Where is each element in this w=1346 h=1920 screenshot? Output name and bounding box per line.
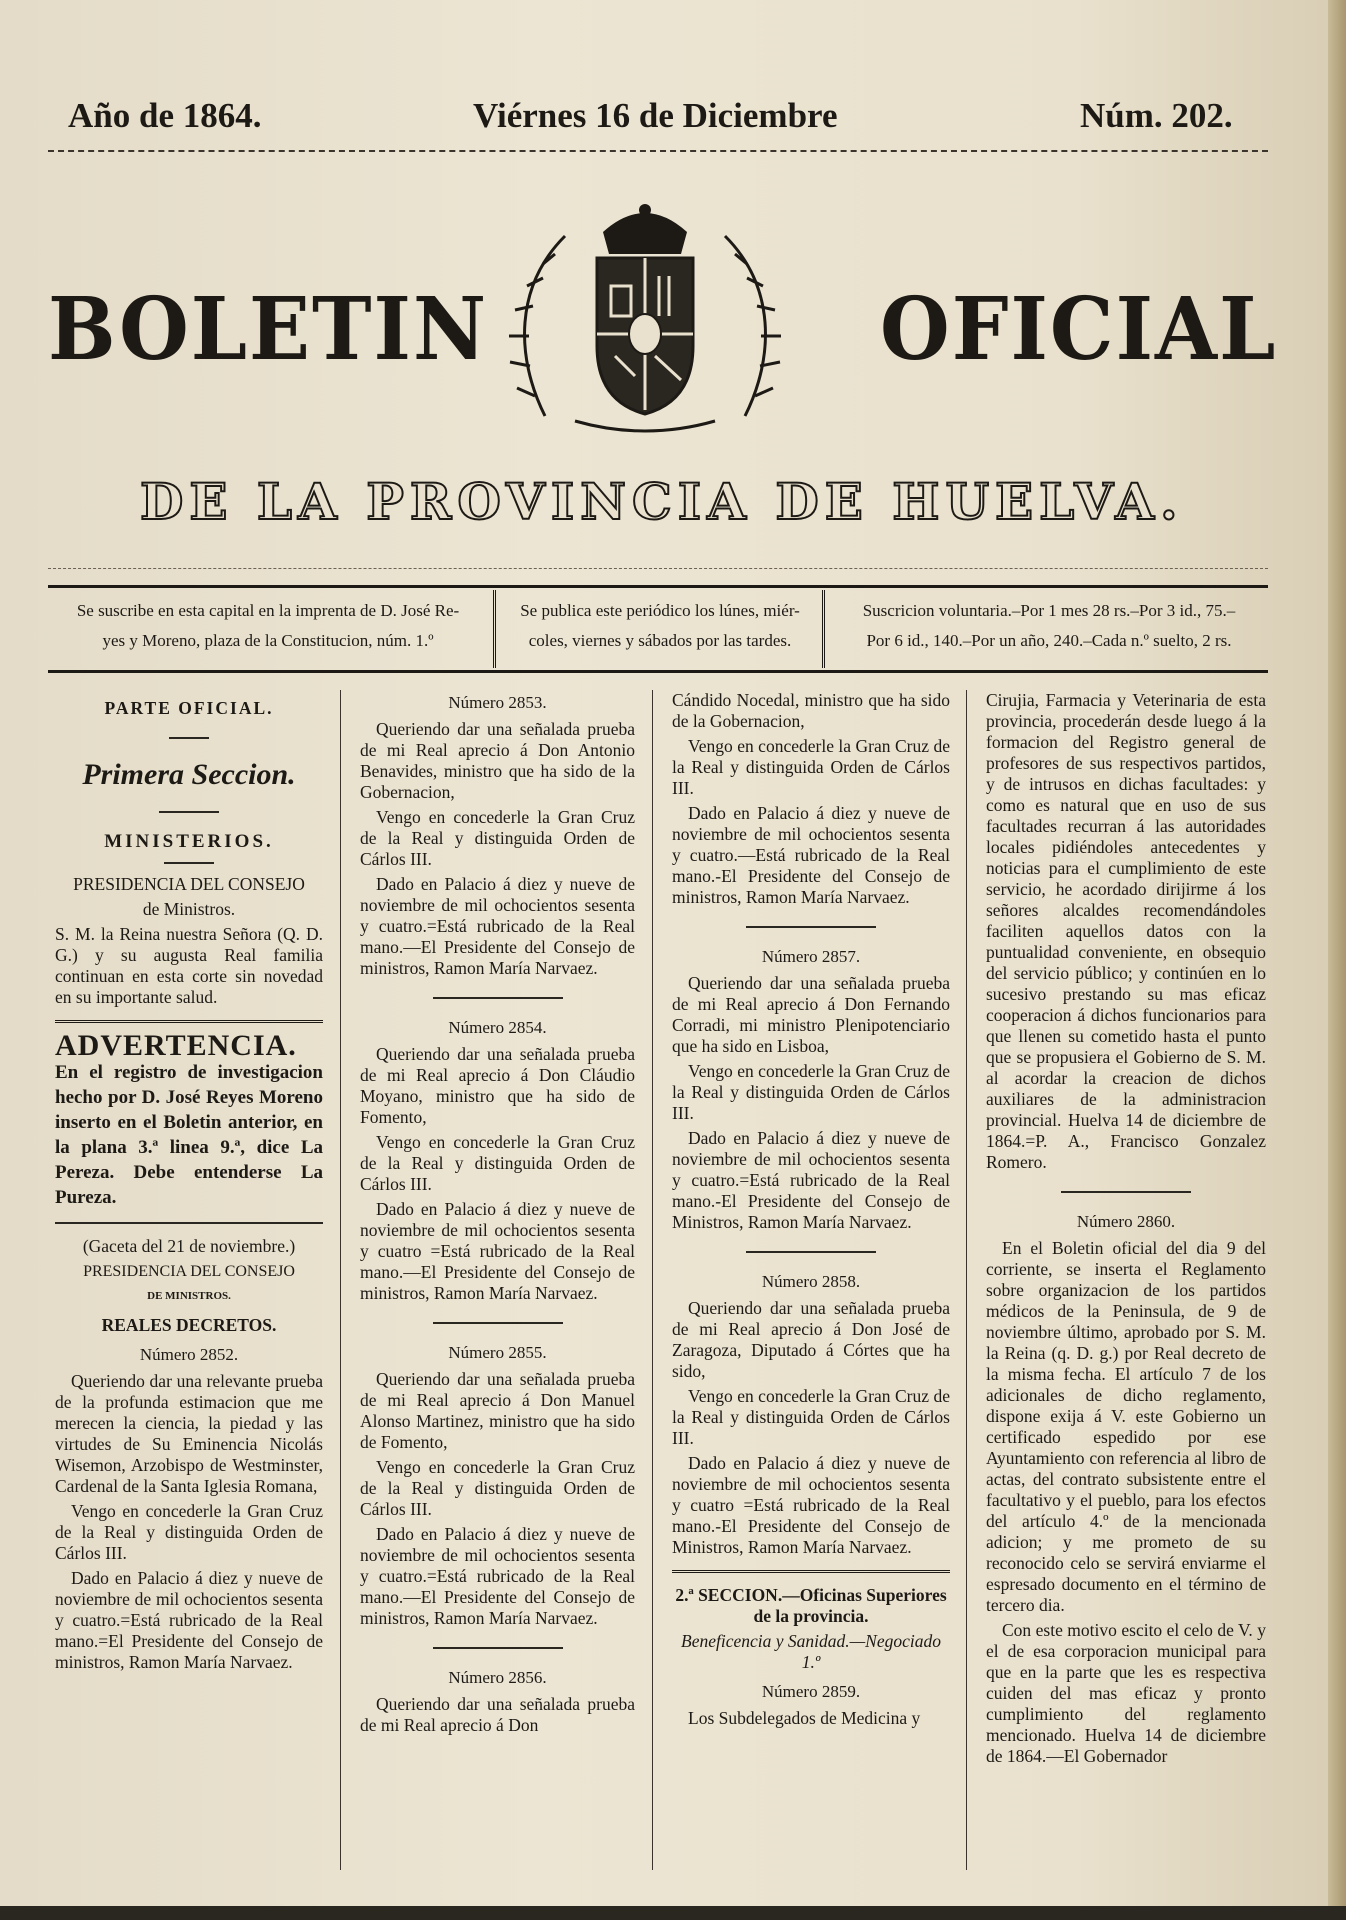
column-rule: [652, 690, 653, 1870]
decree-number: Número 2860.: [1076, 1212, 1176, 1231]
ornament-rule: [1061, 1191, 1191, 1193]
de-ministros-subheading-2: DE MINISTROS.: [147, 1290, 231, 1302]
decree-number: Número 2855.: [448, 1343, 547, 1362]
decree-text: Queriendo dar una señalada prueba de mi Real aprecio á Don José de Zaragoza, Diputado á Córtes que ha sido,: [672, 1298, 950, 1381]
negociado-heading: Beneficencia y Sanidad.—Negociado 1.º: [681, 1631, 941, 1672]
decree-text: Queriendo dar una relevante prueba de la profunda estimacion que me merecen la ciencia, la piedad y las virtudes de Su Eminencia Nicolás Wisemon, Arzobispo de Westminster, Cardenal de la Santa Iglesia Romana,: [55, 1371, 323, 1496]
decree-text: Vengo en concederle la Gran Cruz de la Real y distinguida Orden de Cárlos III.: [55, 1501, 323, 1563]
decree-number: Número 2853.: [448, 693, 547, 712]
ornament-rule: [746, 926, 876, 928]
decree-text: Dado en Palacio á diez y nueve de noviembre de mil ochocientos sesenta y cuatro.=Está rubricado de la Real mano.=El Presidente del Consejo de ministros, Ramon María Narvaez.: [55, 1568, 323, 1672]
de-ministros-subheading: de Ministros.: [142, 899, 236, 919]
column-rule: [966, 690, 967, 1870]
rule: [55, 1222, 323, 1224]
decree-text: Vengo en concederle la Gran Cruz de la Real y distinguida Orden de Cárlos III.: [360, 1457, 635, 1519]
info-b-line1: Se publica este periódico los lúnes, miér-: [520, 601, 800, 620]
ornament-rule: [433, 1647, 563, 1649]
gaceta-reference: (Gaceta del 21 de noviembre.): [82, 1236, 296, 1256]
page-bottom-edge: [0, 1906, 1346, 1920]
decree-text: Queriendo dar una señalada prueba de mi Real aprecio á Don: [360, 1694, 635, 1735]
column-3: [672, 690, 950, 1733]
decree-text: Dado en Palacio á diez y nueve de noviembre de mil ochocientos sesenta y cuatro =Está rubricado de la Real mano.—El Presidente del Consejo de ministros, Ramon María Narvaez.: [360, 1199, 635, 1303]
decree-number: Número 2856.: [448, 1668, 547, 1687]
parte-oficial-heading: PARTE OFICIAL.: [104, 698, 274, 718]
double-rule: [55, 1020, 323, 1023]
decree-text: Vengo en concederle la Gran Cruz de la Real y distinguida Orden de Cárlos III.: [360, 807, 635, 869]
decree-number: Número 2857.: [761, 947, 861, 966]
masthead-subtitle: DE LA PROVINCIA DE HUELVA.: [140, 472, 1184, 531]
ministerios-heading: MINISTERIOS.: [104, 831, 274, 852]
reales-decretos-heading: REALES DECRETOS.: [101, 1315, 277, 1335]
decree-text: Cándido Nocedal, ministro que ha sido de la Gobernacion,: [672, 690, 950, 731]
decree-text: Vengo en concederle la Gran Cruz de la Real y distinguida Orden de Cárlos III.: [672, 1386, 950, 1448]
info-subscription-place: [48, 596, 488, 656]
decree-text: Dado en Palacio á diez y nueve de noviembre de mil ochocientos sesenta y cuatro.=Está rubricado de la Real mano.-El Presidente del Consejo de Ministros, Ramon María Narvaez.: [672, 1128, 950, 1232]
decree-number: Número 2852.: [139, 1345, 239, 1364]
ornament-rule: [164, 862, 214, 864]
ornament-rule: [746, 1251, 876, 1253]
column-4: [986, 690, 1266, 1771]
info-a-line1: Se suscribe en esta capital en la imprenta de D. José Re-: [76, 601, 460, 620]
notice-text: Con este motivo escito el celo de V. y el de esa corporacion municipal para que en la parte que les es respectiva cuiden del mas eficaz y pronto cumplimiento del reglamento mencionado. Huelva 14 de diciembre de 1864.—El Gobernador: [986, 1620, 1266, 1766]
info-divider: [822, 590, 829, 668]
presidencia-heading-2: PRESIDENCIA DEL CONSEJO: [83, 1263, 295, 1280]
dateline-number: Núm. 202.: [1080, 96, 1233, 135]
decree-text: Dado en Palacio á diez y nueve de noviembre de mil ochocientos sesenta y cuatro.=Está rubricado de la Real mano.—El Presidente del Consejo de ministros, Ramon María Narvaez.: [360, 1524, 635, 1628]
decree-text: Dado en Palacio á diez y nueve de noviembre de mil ochocientos sesenta y cuatro.—Está rubricado de la Real mano.-El Presidente del Consejo de ministros, Ramon María Narvaez.: [672, 803, 950, 907]
section-2-heading: 2.ª SECCION.—Oficinas Superiores de la provincia.: [675, 1585, 947, 1626]
royal-health-notice: S. M. la Reina nuestra Señora (Q. D. G.) y su augusta Real familia continuan en esta corte sin novedad en su importante salud.: [55, 924, 323, 1007]
info-c-line2: Por 6 id., 140.–Por un año, 240.–Cada n.º suelto, 2 rs.: [866, 631, 1232, 650]
column-1: [55, 690, 323, 1677]
info-c-line1: Suscricion voluntaria.–Por 1 mes 28 rs.–Por 3 id., 75.–: [862, 601, 1236, 620]
notice-text: Los Subdelegados de Medicina y: [688, 1708, 921, 1728]
presidencia-heading: PRESIDENCIA DEL CONSEJO: [73, 874, 305, 894]
decree-text: Queriendo dar una señalada prueba de mi Real aprecio á Don Antonio Benavides, ministro que ha sido de la Gobernacion,: [360, 719, 635, 802]
decree-text: Dado en Palacio á diez y nueve de noviembre de mil ochocientos sesenta y cuatro.=Está rubricado de la Real mano.—El Presidente del Consejo de ministros, Ramon María Narvaez.: [360, 874, 635, 978]
masthead-title-left: BOLETIN: [48, 278, 489, 380]
decree-text: Vengo en concederle la Gran Cruz de la Real y distinguida Orden de Cárlos III.: [360, 1132, 635, 1194]
ornament-rule: [159, 811, 219, 813]
decree-text: Queriendo dar una señalada prueba de mi Real aprecio á Don Manuel Alonso Martinez, ministro que ha sido de Fomento,: [360, 1369, 635, 1452]
decree-text: Queriendo dar una señalada prueba de mi Real aprecio á Don Cláudio Moyano, ministro que ha sido de Fomento,: [360, 1044, 635, 1127]
decree-number: Número 2859.: [761, 1682, 861, 1701]
decree-number: Número 2854.: [448, 1018, 547, 1037]
dateline: [68, 96, 1268, 140]
notice-text: En el Boletin oficial del dia 9 del corriente, se inserta el Reglamento sobre organizacion de los partidos médicos de la Peninsula, de 9 de noviembre último, aprobado por S. M. la Reina (q. D. g.) por Real decreto de la misma fecha. El artículo 7 de los adicionales de dicho reglamento, dispone exija á V. este Gobierno un certificado espedido por ese Ayuntamiento con referencia al libro de actas, del contrato subsistente entre el facultativo y el pueblo, para los efectos del artículo 4.º de la mencionada adicion; y me prometo de su reconocido celo se servirá enviarme el espresado documento en el término de tercero dia.: [986, 1238, 1266, 1615]
info-bottom-rule: [48, 670, 1268, 673]
advertencia-heading: ADVERTENCIA.: [55, 1029, 297, 1062]
column-rule: [340, 690, 341, 1870]
info-prices: [830, 596, 1268, 656]
info-top-rule: [48, 585, 1268, 588]
dateline-date: Viérnes 16 de Diciembre: [473, 96, 838, 135]
ornament-rule: [433, 1322, 563, 1324]
royal-coat-of-arms-icon: [505, 196, 785, 436]
dateline-year: Año de 1864.: [68, 96, 262, 135]
decree-text: Vengo en concederle la Gran Cruz de la Real y distinguida Orden de Cárlos III.: [672, 736, 950, 798]
dateline-rule: [48, 150, 1268, 152]
decree-text: Queriendo dar una señalada prueba de mi Real aprecio á Don Fernando Corradi, mi ministro Plenipotenciario que ha sido en Lisboa,: [672, 973, 950, 1056]
decree-text: Vengo en concederle la Gran Cruz de la Real y distinguida Orden de Cárlos III.: [672, 1061, 950, 1123]
double-rule: [672, 1570, 950, 1573]
info-b-line2: coles, viernes y sábados por las tardes.: [528, 631, 792, 650]
ornament-rule: [433, 997, 563, 999]
advertencia-text: En el registro de investigacion hecho por D. José Reyes Moreno inserto en el Boletin anterior, en la plana 3.ª linea 9.ª, dice La Pereza. Debe entenderse La Pureza.: [55, 1062, 323, 1208]
masthead-title-right: OFICIAL: [880, 278, 1278, 380]
decree-number: Número 2858.: [761, 1272, 861, 1291]
info-publication-days: [500, 596, 820, 656]
section-heading: Primera Seccion.: [82, 758, 296, 791]
info-a-line2: yes y Moreno, plaza de la Constitucion, núm. 1.º: [102, 631, 434, 650]
info-divider: [493, 590, 500, 668]
subtitle-rule: [48, 568, 1268, 569]
page-edge: [1328, 0, 1346, 1920]
notice-text: Cirujia, Farmacia y Veterinaria de esta provincia, procederán desde luego á la formacion del Registro general de profesores de sus respectivos partidos, y de intrusos en dichas facultades: y como es natural que en uso de sus facultades recurran á las autoridades locales pidiéndoles antecedentes y noticias para el cumplimiento de este servicio, he acordado dirijirme á los señores alcaldes recomendándoles faciliten aquellos datos con la puntualidad conveniente, en obsequio del servicio público; y continúen en lo sucesivo prestando su mas eficaz cooperacion á dichos funcionarios para que llenen su cometido hasta el punto que se propusiera el Gobierno de S. M. al acordar la creacion de dichos auxiliares de la administracion provincial. Huelva 14 de diciembre de 1864.=P. A., Francisco Gonzalez Romero.: [986, 690, 1266, 1172]
decree-text: Dado en Palacio á diez y nueve de noviembre de mil ochocientos sesenta y cuatro =Está rubricado de la Real mano.-El Presidente del Consejo de Ministros, Ramon María Narvaez.: [672, 1453, 950, 1557]
column-2: [360, 690, 635, 1740]
ornament-rule: [169, 737, 209, 739]
